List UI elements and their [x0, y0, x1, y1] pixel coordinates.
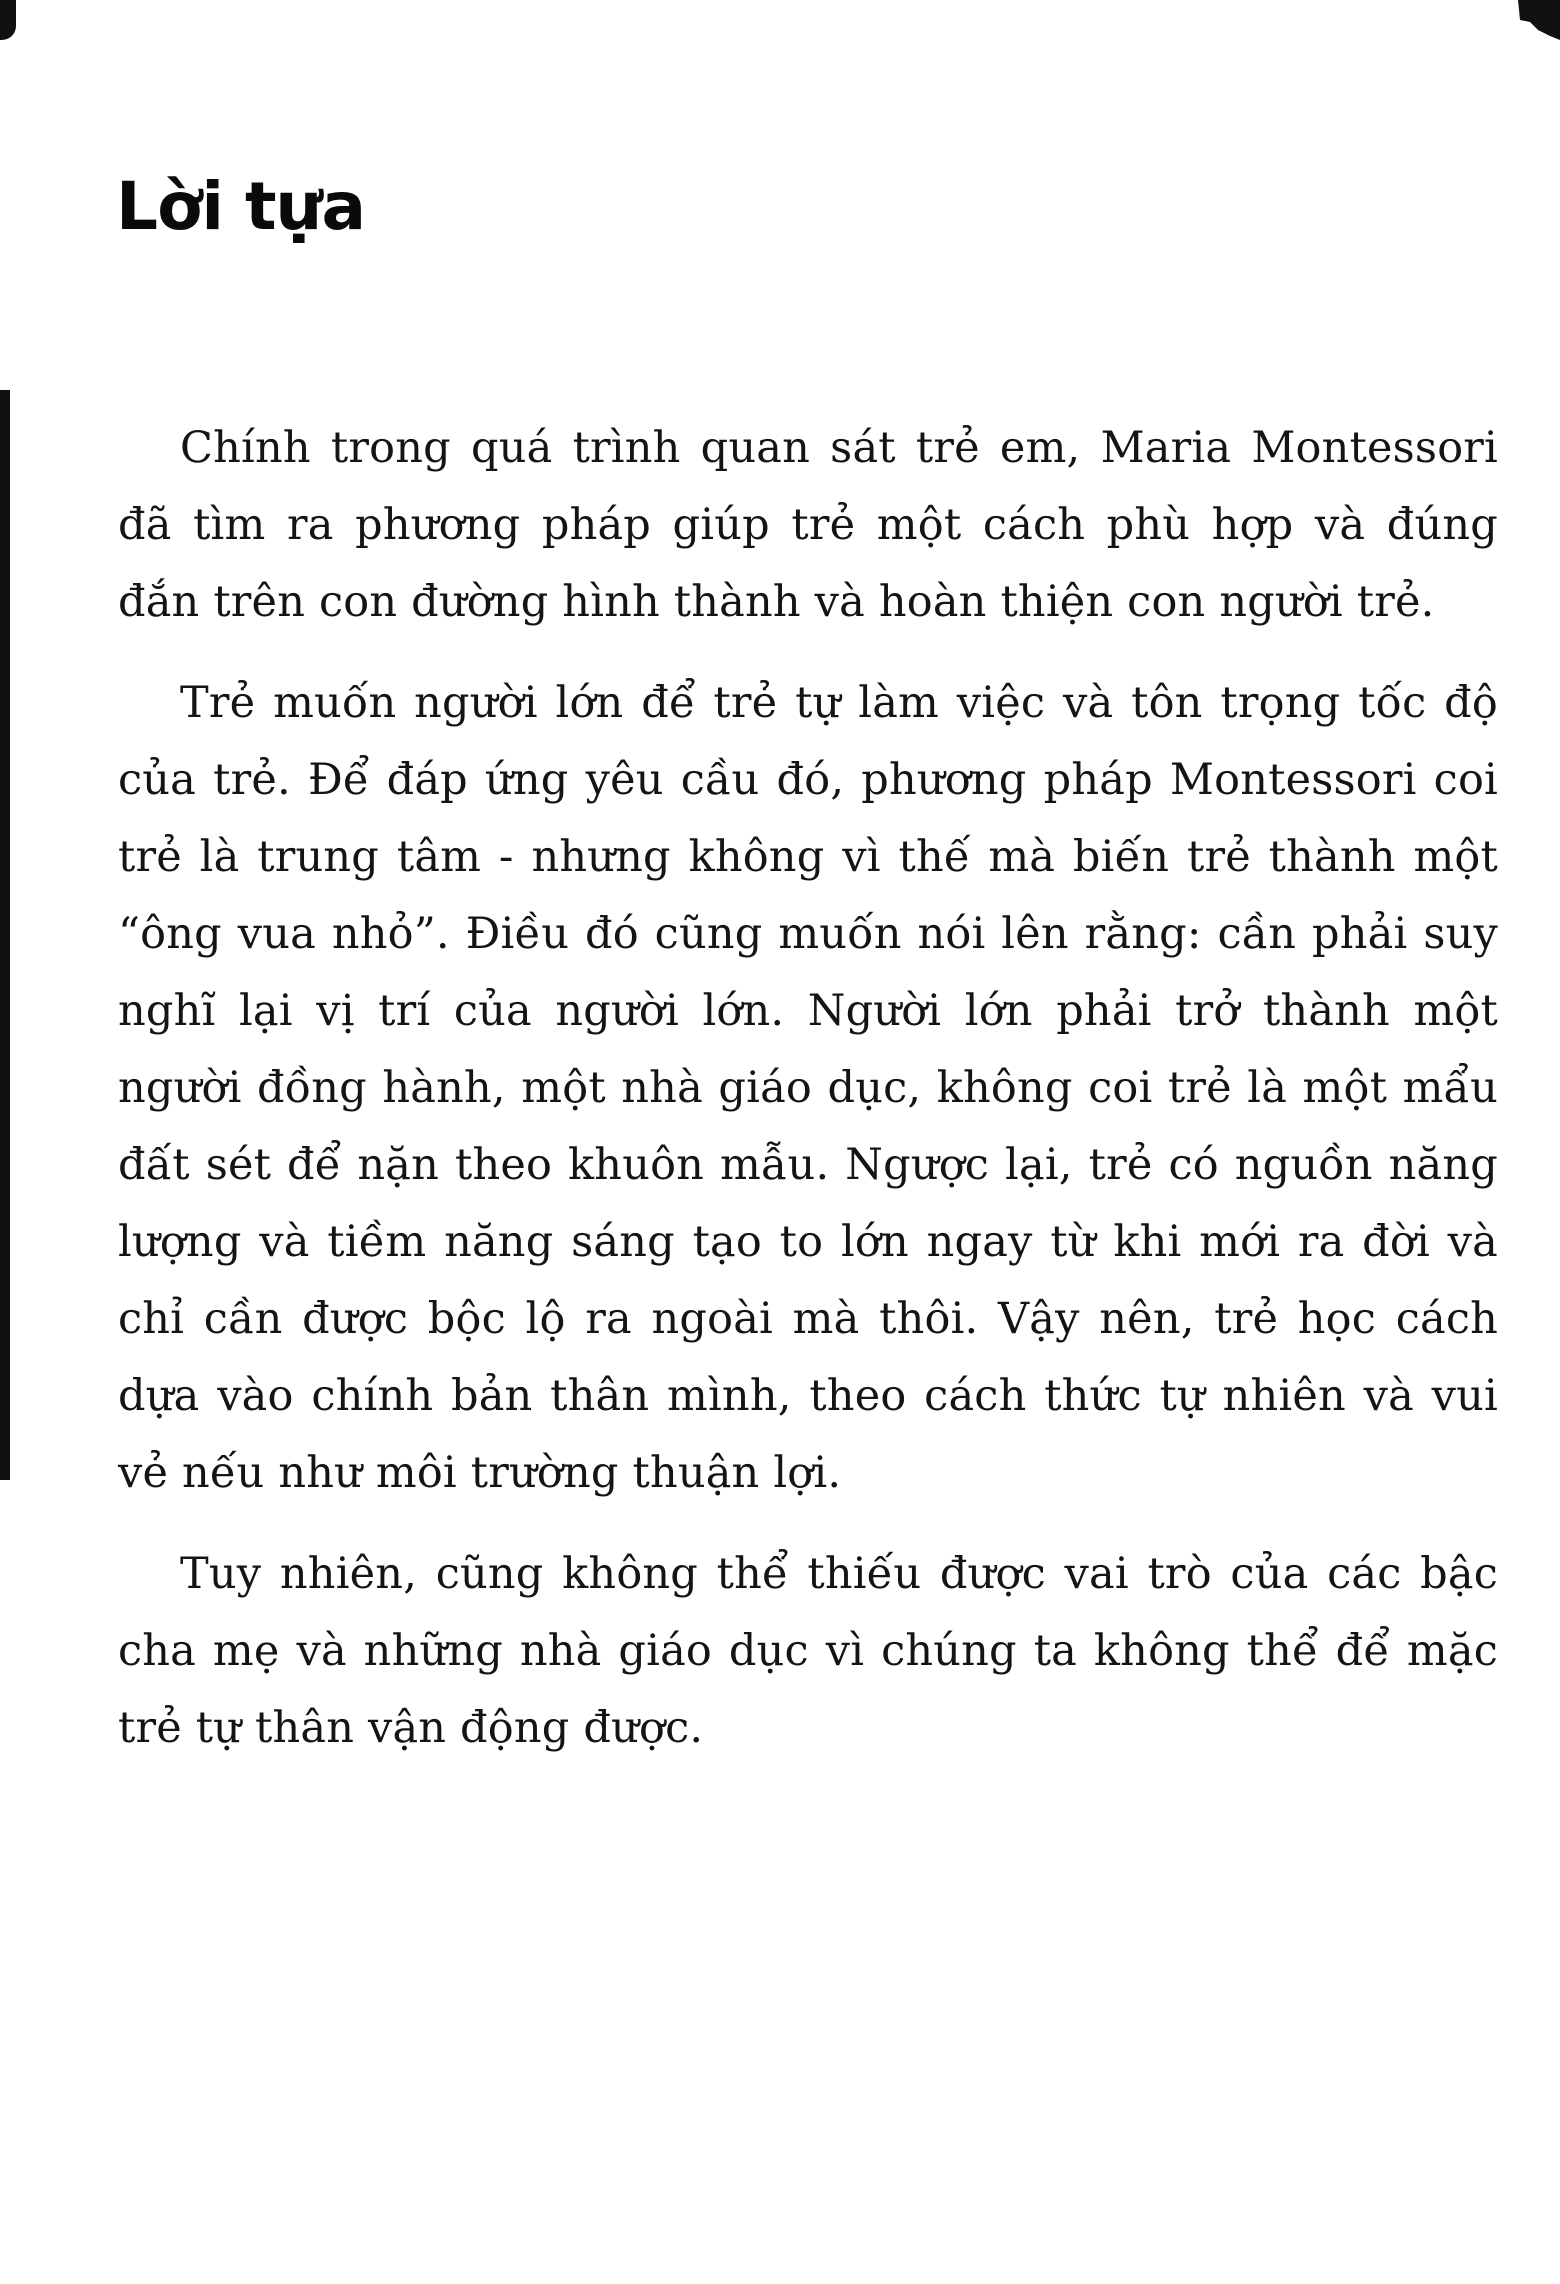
- paragraph: Trẻ muốn người lớn để trẻ tự làm việc và tôn trọng tốc độ của trẻ. Để đáp ứng yêu cầu đó, phương pháp Montessori coi trẻ là trung tâm - nhưng không vì thế mà biến trẻ thành một “ông vua nhỏ”. Điều đó cũng muốn nói lên rằng: cần phải suy nghĩ lại vị trí của người lớn. Người lớn phải trở thành một người đồng hành, một nhà giáo dục, không coi trẻ là một mẩu đất sét để nặn theo khuôn mẫu. Ngược lại, trẻ có nguồn năng lượng và tiềm năng sáng tạo to lớn ngay từ khi mới ra đời và chỉ cần được bộc lộ ra ngoài mà thôi. Vậy nên, trẻ học cách dựa vào chính bản thân mình, theo cách thức tự nhiên và vui vẻ nếu như môi trường thuận lợi.: [118, 678, 1498, 1498]
- page-edge-shadow: [0, 390, 10, 1480]
- paragraph: Chính trong quá trình quan sát trẻ em, Maria Montessori đã tìm ra phương pháp giúp trẻ một cách phù hợp và đúng đắn trên con đường hình thành và hoàn thiện con người trẻ.: [118, 423, 1498, 627]
- page-title: Lời tựa: [116, 168, 366, 245]
- preface-body: [118, 410, 1498, 1791]
- paragraph: Tuy nhiên, cũng không thể thiếu được vai trò của các bậc cha mẹ và những nhà giáo dục vì chúng ta không thể để mặc trẻ tự thân vận động được.: [118, 1549, 1498, 1753]
- page-corner-mark: [1500, 0, 1560, 40]
- page-corner-shadow: [0, 0, 16, 40]
